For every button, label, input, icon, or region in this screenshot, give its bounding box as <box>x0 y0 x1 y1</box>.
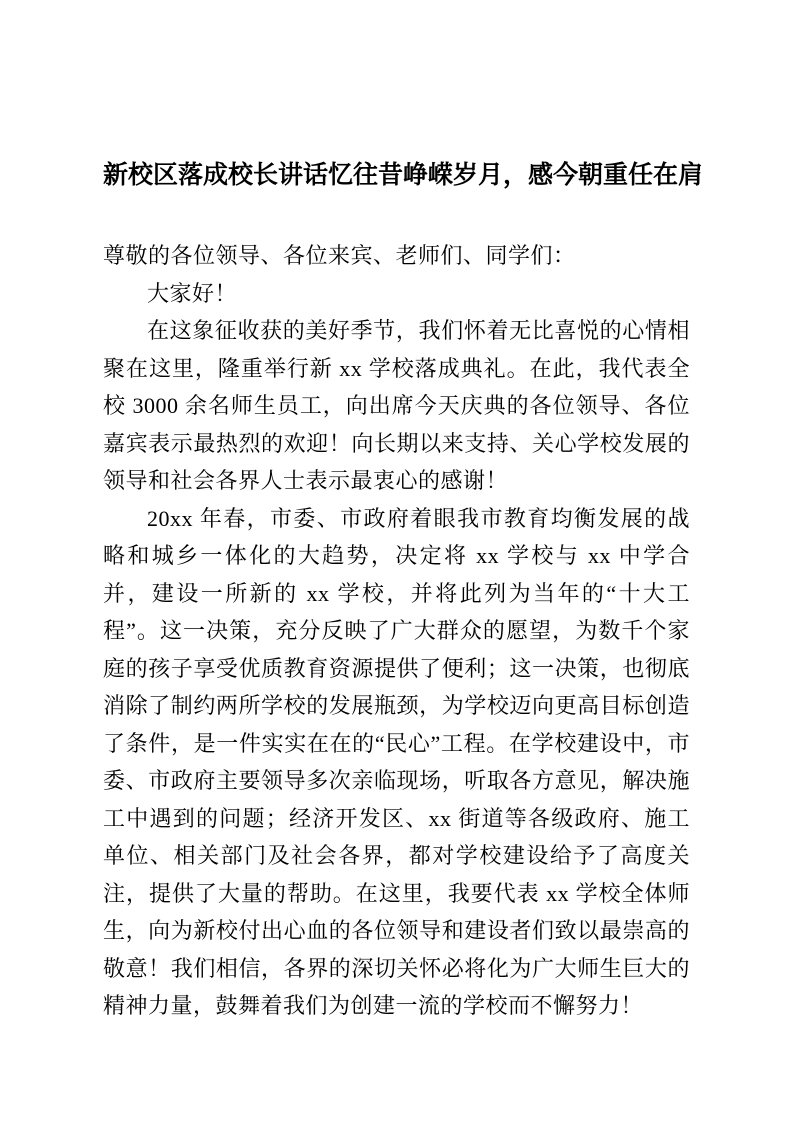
paragraph-salutation: 尊敬的各位领导、各位来宾、老师们、同学们： <box>103 243 576 268</box>
document-title: 新校区落成校长讲话忆往昔峥嵘岁月，感今朝重任在肩 <box>103 162 704 189</box>
paragraph-welcome: 在这象征收获的美好季节，我们怀着无比喜悦的心情相聚在这里，隆重举行新 xx 学校落成典礼。在此，我代表全校 3000 余名师生员工，向出席今天庆典的各位领导、各位嘉宾表示最热烈的欢迎！向长期以来支持、关心学校发展的领导和社会各界人士表示最衷心的感谢！ <box>103 318 690 493</box>
paragraph-greeting: 大家好！ <box>147 280 238 306</box>
paragraph-history: 20xx 年春，市委、市政府着眼我市教育均衡发展的战略和城乡一体化的大趋势，决定将 xx 学校与 xx 中学合并，建设一所新的 xx 学校，并将此列为当年的“十大工程”。这一决策，充分反映了广大群众的愿望，为数千个家庭的孩子享受优质教育资源提供了便利；这一决策，也彻底消除了制约两所学校的发展瓶颈，为学校迈向更高目标创造了条件，是一件实实在在的“民心”工程。在学校建设中，市委、市政府主要领导多次亲临现场，听取各方意见，解决施工中遇到的问题；经济开发区、xx 街道等各级政府、施工单位、相关部门及社会各界，都对学校建设给予了高度关注，提供了大量的帮助。在这里，我要代表 xx 学校全体师生，向为新校付出心血的各位领导和建设者们致以最崇高的敬意！我们相信，各界的深切关怀必将化为广大师生巨大的精神力量，鼓舞着我们为创建一流的学校而不懈努力！ <box>103 505 690 1018</box>
